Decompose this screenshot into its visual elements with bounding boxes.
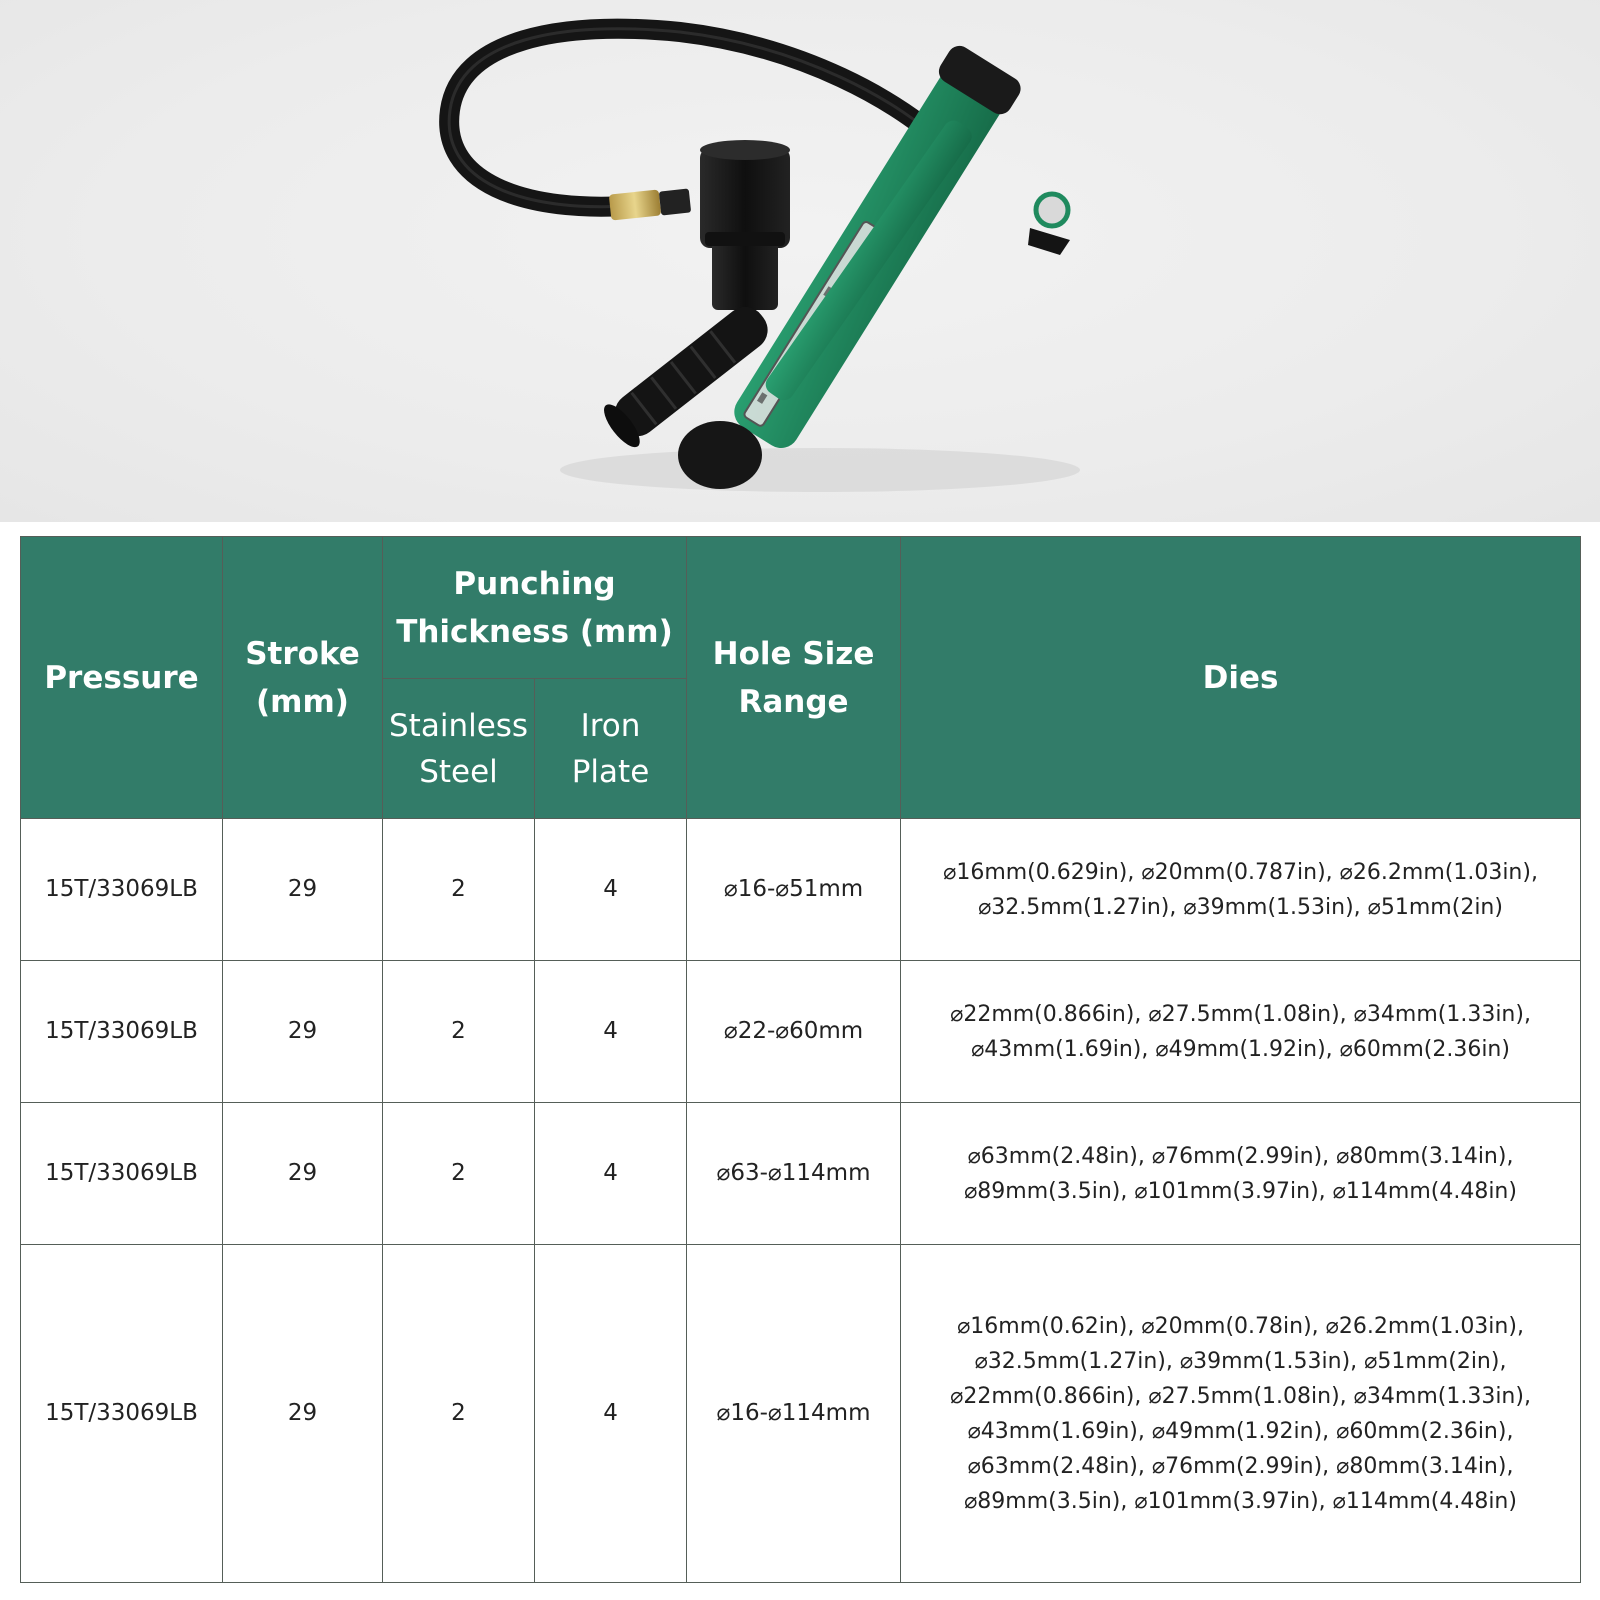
cell-pressure: 15T/33069LB	[21, 819, 223, 961]
header-stroke: Stroke (mm)	[223, 537, 383, 819]
cell-stainless: 2	[383, 961, 535, 1103]
cell-pressure: 15T/33069LB	[21, 1103, 223, 1245]
cell-iron: 4	[535, 1245, 687, 1583]
cell-range: ⌀16-⌀51mm	[687, 819, 901, 961]
cell-stainless: 2	[383, 1103, 535, 1245]
product-photo	[0, 0, 1600, 522]
header-pressure: Pressure	[21, 537, 223, 819]
cell-dies: ⌀22mm(0.866in), ⌀27.5mm(1.08in), ⌀34mm(1.33in), ⌀43mm(1.69in), ⌀49mm(1.92in), ⌀60mm(2.36in)	[901, 961, 1581, 1103]
cell-range: ⌀16-⌀114mm	[687, 1245, 901, 1583]
cell-stroke: 29	[223, 1245, 383, 1583]
header-iron-plate: Iron Plate	[535, 679, 687, 819]
cell-iron: 4	[535, 819, 687, 961]
header-dies: Dies	[901, 537, 1581, 819]
cell-stainless: 2	[383, 819, 535, 961]
cell-dies: ⌀16mm(0.629in), ⌀20mm(0.787in), ⌀26.2mm(1.03in), ⌀32.5mm(1.27in), ⌀39mm(1.53in), ⌀51mm(2in)	[901, 819, 1581, 961]
table-row	[21, 1245, 1581, 1583]
spec-table	[20, 536, 1581, 1583]
header-stainless-steel: Stainless Steel	[383, 679, 535, 819]
header-hole-size-range: Hole Size Range	[687, 537, 901, 819]
cell-pressure: 15T/33069LB	[21, 1245, 223, 1583]
cell-iron: 4	[535, 961, 687, 1103]
cell-dies: ⌀63mm(2.48in), ⌀76mm(2.99in), ⌀80mm(3.14in), ⌀89mm(3.5in), ⌀101mm(3.97in), ⌀114mm(4.48in)	[901, 1103, 1581, 1245]
cell-stroke: 29	[223, 961, 383, 1103]
header-punching-thickness: Punching Thickness (mm)	[383, 537, 687, 679]
cell-pressure: 15T/33069LB	[21, 961, 223, 1103]
cell-dies: ⌀16mm(0.62in), ⌀20mm(0.78in), ⌀26.2mm(1.03in), ⌀32.5mm(1.27in), ⌀39mm(1.53in), ⌀51mm(2in), ⌀22mm(0.866in), ⌀27.5mm(1.08in), ⌀34mm(1.33in), ⌀43mm(1.69in), ⌀49mm(1.92in), ⌀60mm(2.36in), ⌀63mm(2.48in), ⌀76mm(2.99in), ⌀80mm(3.14in), ⌀89mm(3.5in), ⌀101mm(3.97in), ⌀114mm(4.48in)	[901, 1245, 1581, 1583]
cell-iron: 4	[535, 1103, 687, 1245]
cell-range: ⌀22-⌀60mm	[687, 961, 901, 1103]
table-row	[21, 961, 1581, 1103]
table-row	[21, 819, 1581, 961]
hydraulic-knockout-punch-icon	[0, 0, 1600, 522]
cell-stroke: 29	[223, 1103, 383, 1245]
table-row	[21, 1103, 1581, 1245]
cell-stainless: 2	[383, 1245, 535, 1583]
cell-stroke: 29	[223, 819, 383, 961]
cell-range: ⌀63-⌀114mm	[687, 1103, 901, 1245]
